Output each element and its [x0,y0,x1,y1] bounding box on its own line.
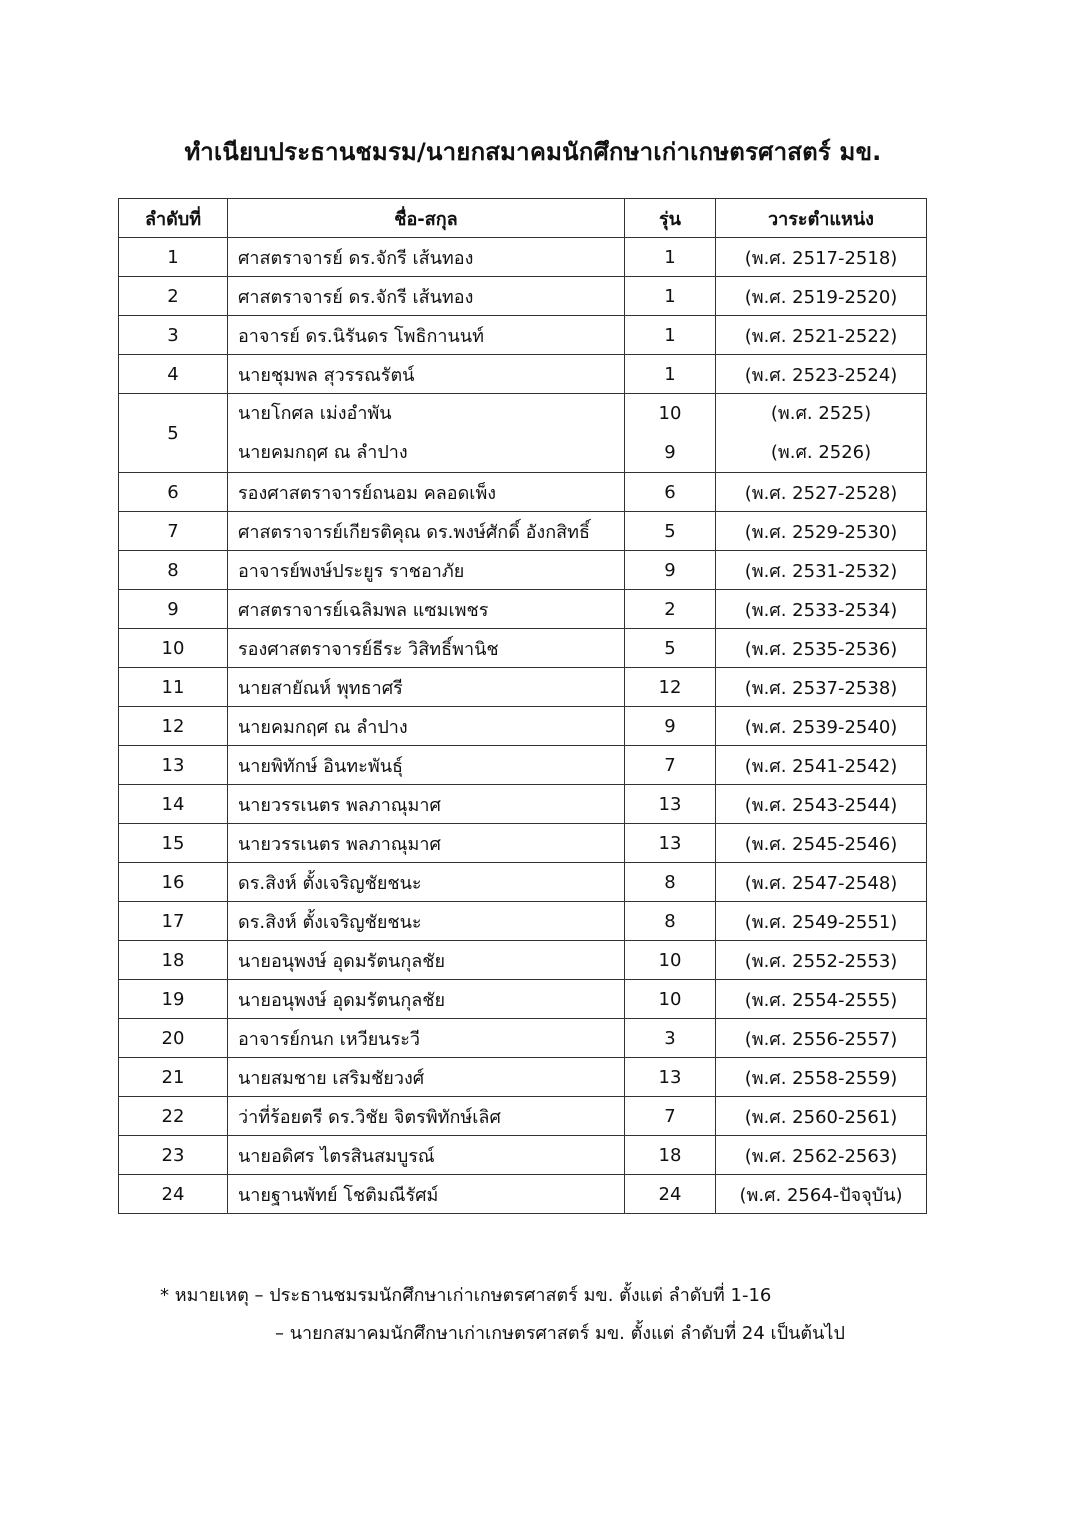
table-row [119,746,927,785]
cell-term: (พ.ศ. 2535-2536) [716,629,927,668]
cell-number: 1 [119,238,228,277]
cell-name: นายชุมพล สุวรรณรัตน์ [228,355,625,394]
presidents-table [118,198,927,1214]
cell-number: 9 [119,590,228,629]
cell-name: ดร.สิงห์ ตั้งเจริญชัยชนะ [228,863,625,902]
cell-number: 6 [119,473,228,512]
table-row [119,980,927,1019]
cell-number: 21 [119,1058,228,1097]
cell-term: (พ.ศ. 2531-2532) [716,551,927,590]
cell-generation: 7 [625,746,716,785]
table-row [119,902,927,941]
cell-term-line: (พ.ศ. 2525) [770,403,872,424]
cell-name: นายสมชาย เสริมชัยวงศ์ [228,1058,625,1097]
cell-name: ศาสตราจารย์เกียรติคุณ ดร.พงษ์ศักดิ์ อังกสิทธิ์ [228,512,625,551]
cell-name: รองศาสตราจารย์ธีระ วิสิทธิ์พานิช [228,629,625,668]
table-row [119,1019,927,1058]
cell-name [228,394,625,473]
cell-number: 22 [119,1097,228,1136]
note-line-1: * หมายเหตุ – ประธานชมรมนักศึกษาเก่าเกษตรศาสตร์ มข. ตั้งแต่ ลำดับที่ 1-16 [160,1285,772,1306]
cell-name: นายวรรเนตร พลภาณุมาศ [228,824,625,863]
cell-name: ศาสตราจารย์ ดร.จักรี เส้นทอง [228,238,625,277]
cell-generation-line: 9 [664,442,676,463]
cell-term: (พ.ศ. 2564-ปัจจุบัน) [716,1175,927,1214]
header-term: วาระตำแหน่ง [716,199,927,238]
table-row [119,1097,927,1136]
cell-name: ศาสตราจารย์ ดร.จักรี เส้นทอง [228,277,625,316]
cell-term: (พ.ศ. 2552-2553) [716,941,927,980]
cell-generation: 1 [625,355,716,394]
cell-term: (พ.ศ. 2549-2551) [716,902,927,941]
cell-number: 7 [119,512,228,551]
table-row [119,629,927,668]
cell-generation: 5 [625,512,716,551]
table-row [119,1058,927,1097]
table-header-row [119,199,927,238]
table-row [119,941,927,980]
header-name: ชื่อ-สกุล [228,199,625,238]
cell-generation: 6 [625,473,716,512]
cell-name: ดร.สิงห์ ตั้งเจริญชัยชนะ [228,902,625,941]
cell-name-line: นายโกศล เม่งอำพัน [238,403,392,424]
table-row [119,316,927,355]
cell-number: 20 [119,1019,228,1058]
header-number: ลำดับที่ [119,199,228,238]
cell-generation: 1 [625,316,716,355]
cell-generation: 7 [625,1097,716,1136]
cell-generation: 1 [625,277,716,316]
cell-generation: 3 [625,1019,716,1058]
table-row [119,668,927,707]
cell-name: นายสายัณห์ พุทธาศรี [228,668,625,707]
table-row [119,473,927,512]
cell-term [716,394,927,473]
cell-term: (พ.ศ. 2533-2534) [716,590,927,629]
cell-number: 24 [119,1175,228,1214]
cell-term: (พ.ศ. 2562-2563) [716,1136,927,1175]
cell-term: (พ.ศ. 2519-2520) [716,277,927,316]
cell-name: รองศาสตราจารย์ถนอม คลอดเพ็ง [228,473,625,512]
cell-term: (พ.ศ. 2545-2546) [716,824,927,863]
cell-term: (พ.ศ. 2543-2544) [716,785,927,824]
cell-number: 3 [119,316,228,355]
cell-number: 5 [119,394,228,473]
cell-term: (พ.ศ. 2523-2524) [716,355,927,394]
table-body [119,238,927,1214]
table-row [119,238,927,277]
cell-term: (พ.ศ. 2554-2555) [716,980,927,1019]
cell-name: ศาสตราจารย์เฉลิมพล แซมเพชร [228,590,625,629]
cell-number: 16 [119,863,228,902]
cell-generation: 5 [625,629,716,668]
cell-generation: 8 [625,863,716,902]
cell-generation: 1 [625,238,716,277]
cell-term: (พ.ศ. 2529-2530) [716,512,927,551]
cell-number: 18 [119,941,228,980]
cell-generation: 13 [625,1058,716,1097]
table-row [119,824,927,863]
cell-number: 2 [119,277,228,316]
cell-term: (พ.ศ. 2527-2528) [716,473,927,512]
cell-term: (พ.ศ. 2539-2540) [716,707,927,746]
cell-name: นายพิทักษ์ อินทะพันธุ์ [228,746,625,785]
cell-term: (พ.ศ. 2560-2561) [716,1097,927,1136]
table-row [119,590,927,629]
cell-generation: 18 [625,1136,716,1175]
cell-name: นายวรรเนตร พลภาณุมาศ [228,785,625,824]
cell-generation: 13 [625,785,716,824]
table-row [119,394,927,473]
table-row [119,512,927,551]
cell-name: อาจารย์ ดร.นิรันดร โพธิกานนท์ [228,316,625,355]
cell-term: (พ.ศ. 2547-2548) [716,863,927,902]
cell-number: 15 [119,824,228,863]
cell-term-line: (พ.ศ. 2526) [770,442,872,463]
table-row [119,1175,927,1214]
header-generation: รุ่น [625,199,716,238]
cell-term: (พ.ศ. 2541-2542) [716,746,927,785]
cell-name: นายอดิศร ไตรสินสมบูรณ์ [228,1136,625,1175]
cell-number: 11 [119,668,228,707]
cell-generation: 12 [625,668,716,707]
table-row [119,707,927,746]
cell-generation: 13 [625,824,716,863]
cell-generation: 2 [625,590,716,629]
cell-generation: 9 [625,551,716,590]
notes [160,1277,845,1353]
cell-generation: 8 [625,902,716,941]
note-line-2: – นายกสมาคมนักศึกษาเก่าเกษตรศาสตร์ มข. ตั้งแต่ ลำดับที่ 24 เป็นต้นไป [275,1323,845,1344]
cell-number: 17 [119,902,228,941]
cell-generation: 10 [625,941,716,980]
cell-name: นายฐานพัทย์ โชติมณีรัศม์ [228,1175,625,1214]
cell-number: 4 [119,355,228,394]
cell-term: (พ.ศ. 2517-2518) [716,238,927,277]
cell-term: (พ.ศ. 2521-2522) [716,316,927,355]
page-title: ทำเนียบประธานชมรม/นายกสมาคมนักศึกษาเก่าเกษตรศาสตร์ มข. [184,138,882,166]
cell-term: (พ.ศ. 2558-2559) [716,1058,927,1097]
cell-term: (พ.ศ. 2537-2538) [716,668,927,707]
cell-number: 8 [119,551,228,590]
table-row [119,355,927,394]
cell-number: 19 [119,980,228,1019]
cell-term: (พ.ศ. 2556-2557) [716,1019,927,1058]
table-row [119,785,927,824]
cell-number: 23 [119,1136,228,1175]
cell-generation: 24 [625,1175,716,1214]
cell-name: อาจารย์พงษ์ประยูร ราชอาภัย [228,551,625,590]
cell-name: ว่าที่ร้อยตรี ดร.วิชัย จิตรพิทักษ์เลิศ [228,1097,625,1136]
cell-number: 10 [119,629,228,668]
table-row [119,277,927,316]
cell-number: 13 [119,746,228,785]
cell-generation: 10 [625,980,716,1019]
table-row [119,1136,927,1175]
cell-generation [625,394,716,473]
cell-number: 14 [119,785,228,824]
cell-number: 12 [119,707,228,746]
table-row [119,551,927,590]
table-row [119,863,927,902]
cell-name: นายคมกฤศ ณ ลำปาง [228,707,625,746]
cell-generation: 9 [625,707,716,746]
cell-name: นายอนุพงษ์ อุดมรัตนกุลชัย [228,980,625,1019]
cell-generation-line: 10 [658,403,682,424]
cell-name: นายอนุพงษ์ อุดมรัตนกุลชัย [228,941,625,980]
cell-name-line: นายคมกฤศ ณ ลำปาง [238,442,408,463]
cell-name: อาจารย์กนก เหวียนระวี [228,1019,625,1058]
